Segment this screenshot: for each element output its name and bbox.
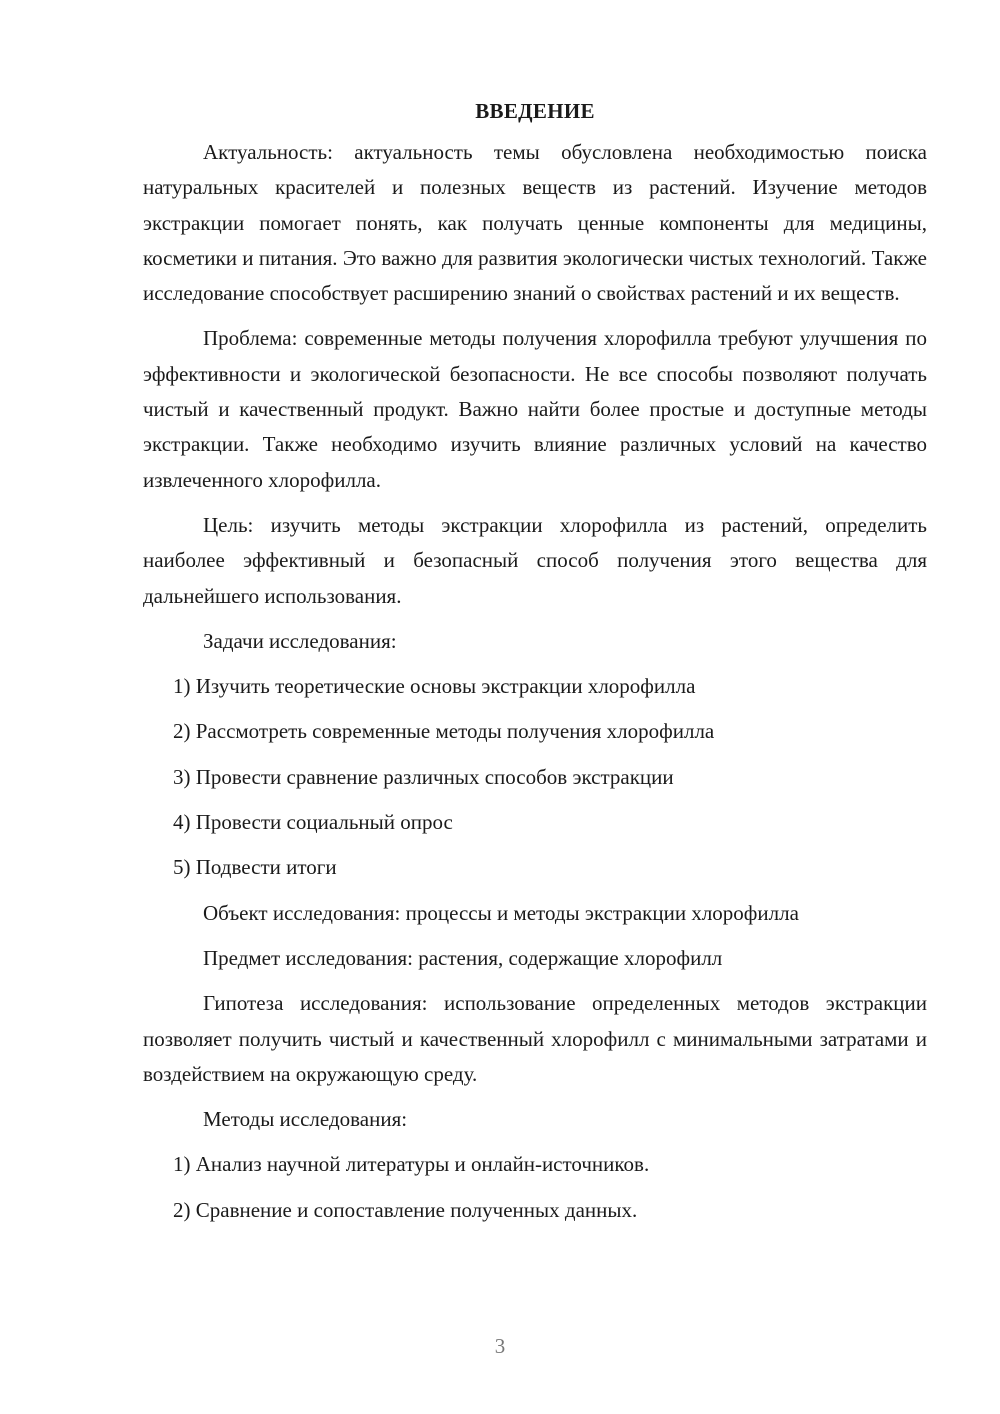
methods-list <box>143 1147 927 1228</box>
hypothesis-paragraph: Гипотеза исследования: использование определенных методов экстракции позволяет получить чистый и качественный хлорофилл с минимальными затратами и воздействием на окружающую среду. <box>143 991 927 1086</box>
tasks-heading: Задачи исследования: <box>203 628 397 653</box>
relevance-paragraph: Актуальность: актуальность темы обусловлена необходимостью поиска натуральных красителей и полезных веществ из растений. Изучение методов экстракции помогает понять, как получать ценные компоненты для медицины, косметики и питания. Это важно для развития экологически чистых технологий. Также исследование способствует расширению знаний о свойствах растений и их веществ. <box>143 140 927 306</box>
tasks-list <box>143 669 927 885</box>
list-item: 3) Провести сравнение различных способов экстракции <box>173 764 674 789</box>
list-item: 1) Изучить теоретические основы экстракции хлорофилла <box>173 674 696 699</box>
page-number: 3 <box>494 1334 506 1358</box>
list-item: 5) Подвести итоги <box>173 855 337 880</box>
document-page <box>143 96 927 1238</box>
subject-line: Предмет исследования: растения, содержащие хлорофилл <box>203 945 723 970</box>
methods-heading: Методы исследования: <box>203 1107 408 1132</box>
goal-paragraph: Цель: изучить методы экстракции хлорофилла из растений, определить наиболее эффективный и безопасный способ получения этого вещества для дальнейшего использования. <box>143 512 927 608</box>
problem-paragraph: Проблема: современные методы получения хлорофилла требуют улучшения по эффективности и экологической безопасности. Не все способы позволяют получать чистый и качественный продукт. Важно найти более простые и доступные методы экстракции. Также необходимо изучить влияние различных условий на качество извлеченного хлорофилла. <box>143 326 927 492</box>
list-item: 2) Рассмотреть современные методы получения хлорофилла <box>173 719 715 744</box>
list-item: 2) Сравнение и сопоставление полученных данных. <box>173 1197 638 1222</box>
object-line: Объект исследования: процессы и методы экстракции хлорофилла <box>203 900 799 925</box>
section-title: ВВЕДЕНИЕ <box>475 99 595 123</box>
list-item: 1) Анализ научной литературы и онлайн-источников. <box>173 1152 650 1177</box>
list-item: 4) Провести социальный опрос <box>173 810 453 835</box>
